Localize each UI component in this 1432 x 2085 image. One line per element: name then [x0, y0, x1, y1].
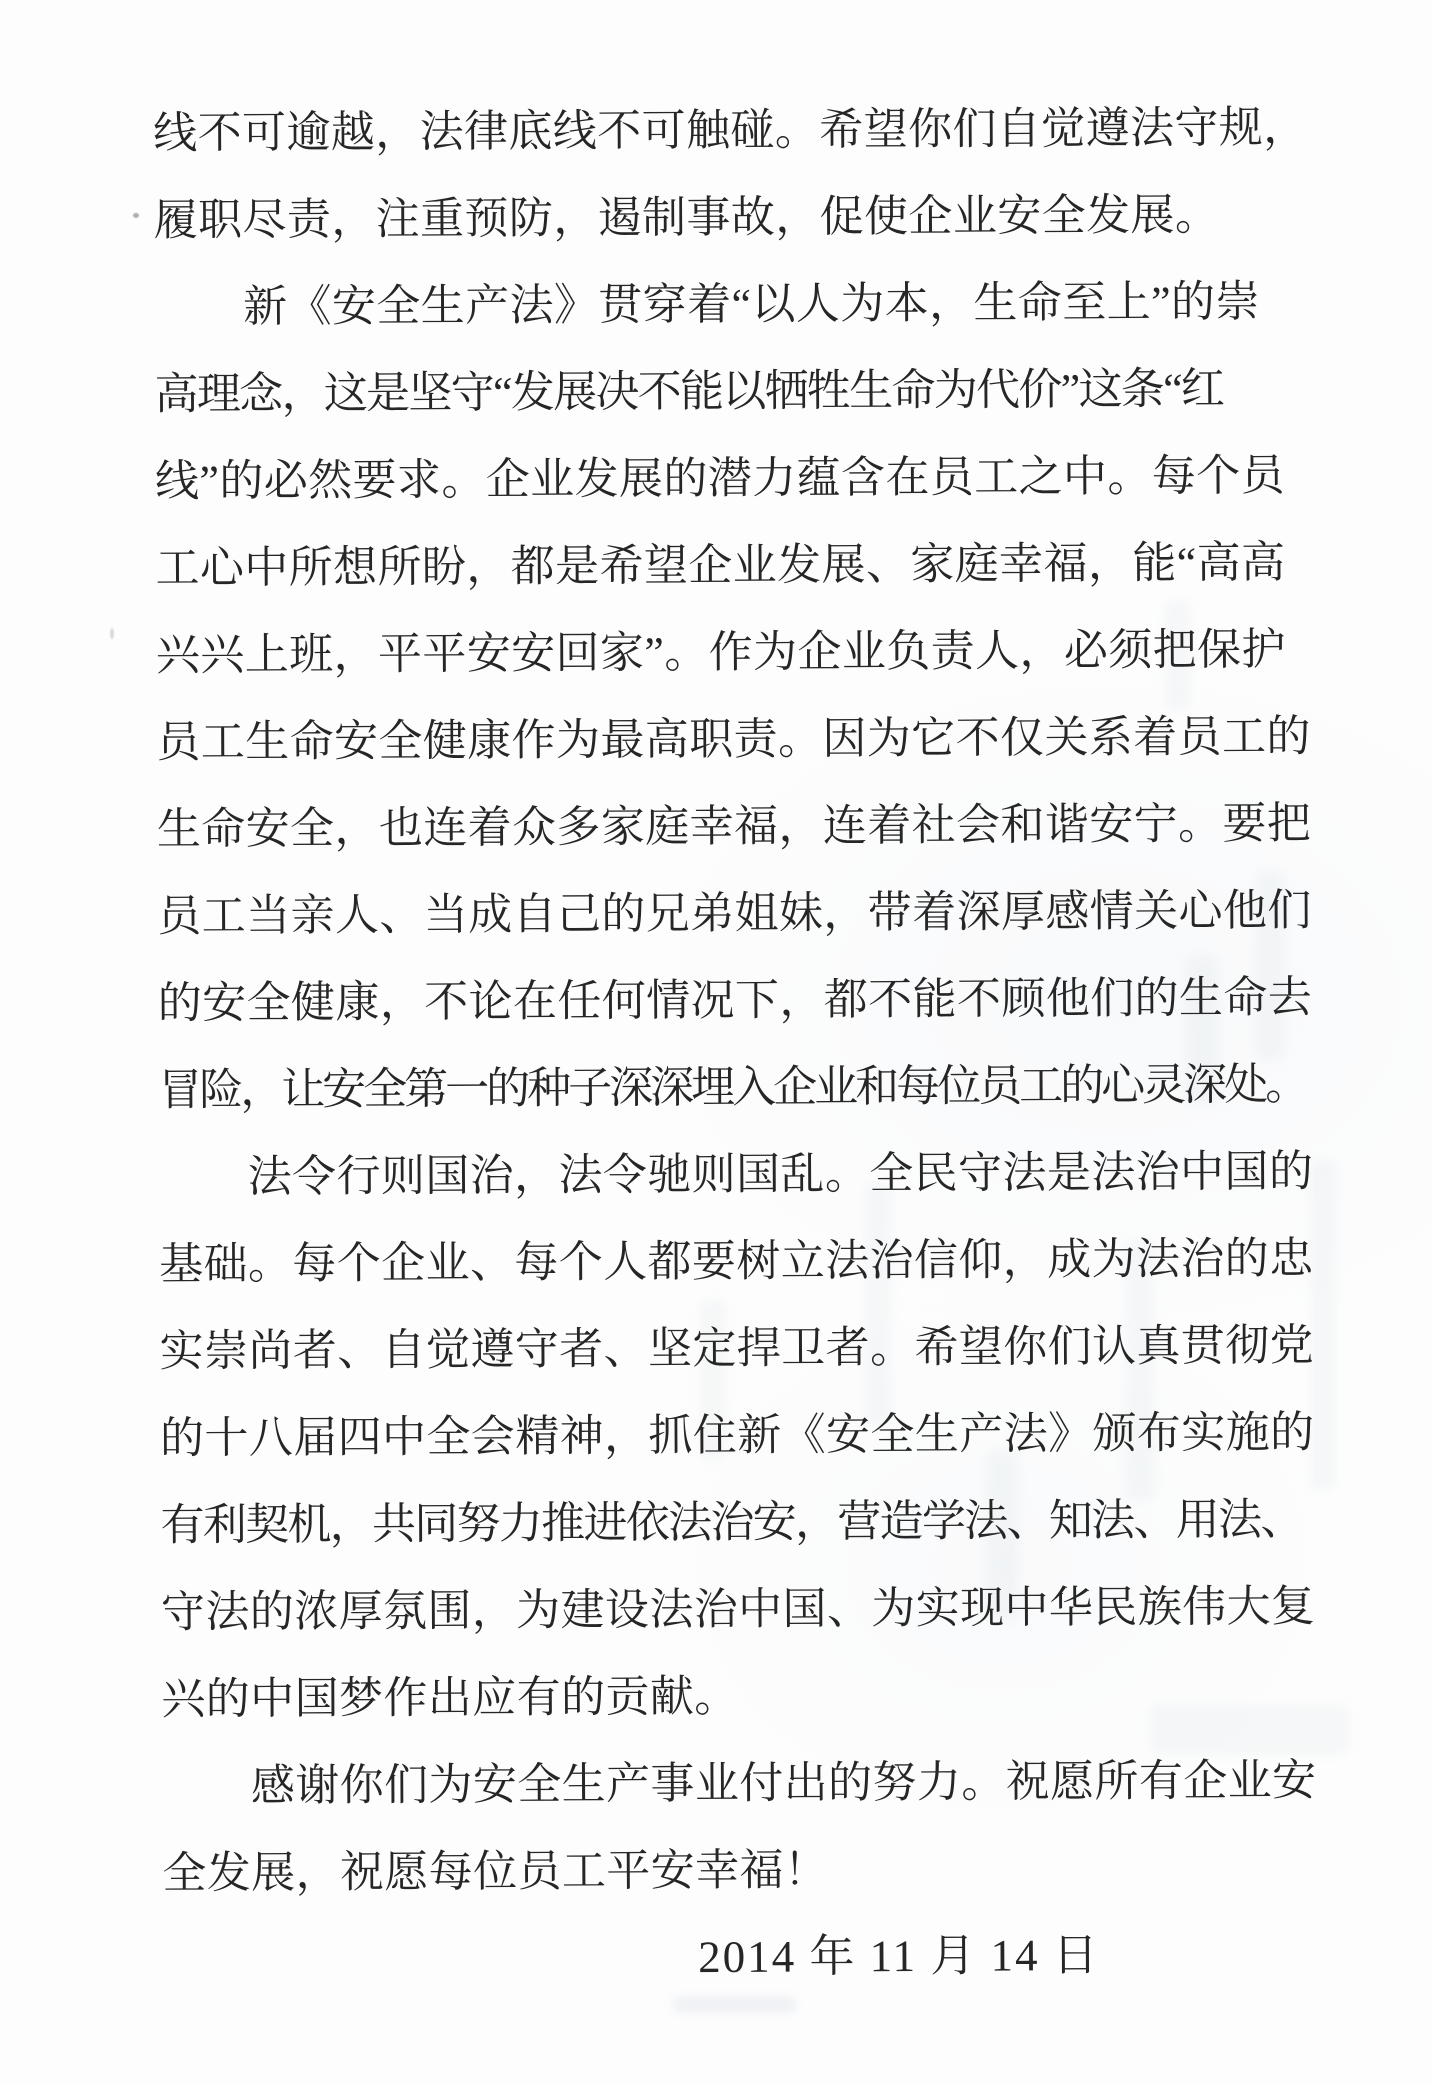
scan-speck — [133, 213, 139, 218]
text-line: 基础。每个企业、每个人都要树立法治信仰，成为法治的忠 — [159, 1233, 1314, 1289]
scan-speck — [110, 628, 114, 639]
text-line: 实崇尚者、自觉遵守者、坚定捍卫者。希望你们认真贯彻党 — [159, 1320, 1315, 1376]
text-line: 新《安全生产法》贯穿着“以人为本，生命至上”的崇 — [243, 277, 1260, 332]
text-line: 线”的必然要求。企业发展的潜力蕴含在员工之中。每个员 — [154, 451, 1286, 506]
text-line: 兴兴上班，平平安安回家”。作为企业负责人，必须把保护 — [155, 625, 1287, 680]
text-line: 线不可逾越，法律底线不可触碰。希望你们自觉遵法守规， — [153, 102, 1308, 158]
text-line: 冒险，让安全第一的种子深深埋入企业和每位员工的心灵深处。 — [158, 1059, 1307, 1115]
text-line: 员工当亲人、当成自己的兄弟姐妹，带着深厚感情关心他们 — [157, 885, 1312, 941]
text-line: 法令行则国治，法令驰则国乱。全民守法是法治中国的 — [247, 1146, 1314, 1202]
text-line: 生命安全，也连着众多家庭幸福，连着社会和谐安宁。要把 — [156, 798, 1312, 854]
text-line: 感谢你们为安全生产事业付出的努力。祝愿所有企业安 — [250, 1755, 1317, 1811]
text-line: 的十八届四中全会精神，抓住新《安全生产法》颁布实施的 — [159, 1407, 1315, 1463]
text-line: 员工生命安全健康作为最高职责。因为它不仅关系着员工的 — [156, 711, 1311, 767]
text-line: 兴的中国梦作出应有的贡献。 — [161, 1671, 739, 1724]
text-line: 的安全健康，不论在任何情况下，都不能不顾他们的生命去 — [157, 972, 1313, 1028]
text-line: 全发展，祝愿每位员工平安幸福！ — [162, 1845, 829, 1898]
text-line: 守法的浓厚氛围，为建设法治中国、为实现中华民族伟大复 — [160, 1581, 1316, 1637]
text-line: 工心中所想所盼，都是希望企业发展、家庭幸福，能“高高 — [155, 538, 1286, 593]
text-line: 有利契机，共同努力推进依法治安，营造学法、知法、用法、 — [160, 1495, 1303, 1550]
letter-body — [153, 84, 1315, 2004]
text-line: 高理念，这是坚守“发展决不能以牺牲生命为代价”这条“红 — [154, 364, 1224, 419]
date-line: 2014 年 11 月 14 日 — [698, 1930, 1100, 1983]
text-line: 履职尽责，注重预防，遏制事故，促使企业安全发展。 — [153, 190, 1220, 245]
